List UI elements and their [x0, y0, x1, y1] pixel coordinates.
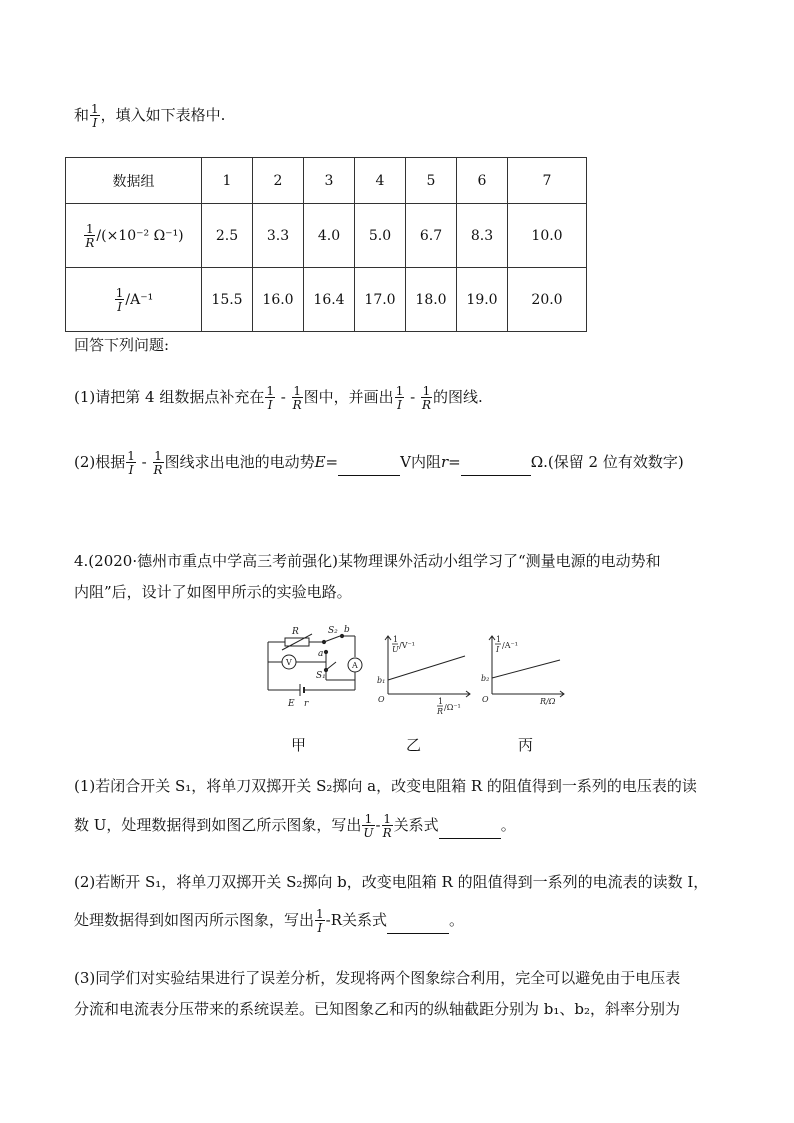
- fraction-1-over-I: $\frac{1}{I}$: [91, 102, 99, 130]
- subquestion-1-line-2: 数 U，处理数据得到如图乙所示图象，写出 $\frac{1}{U}$ - $\frac{1}{R}$ 关系式 。: [74, 812, 516, 840]
- table-col-header: 5: [406, 158, 457, 204]
- svg-text:E: E: [288, 699, 295, 709]
- table-cell: 17.0: [355, 268, 406, 332]
- table-cell: 16.4: [304, 268, 355, 332]
- data-table: [65, 157, 587, 332]
- row-header-1-over-I: $\frac{1}{I}$ /A⁻¹: [66, 268, 202, 332]
- table-cell: 15.5: [202, 268, 253, 332]
- subquestion-2-answer-blank[interactable]: [387, 917, 449, 934]
- row-header-1-over-R: $\frac{1}{R}$ /(×10⁻² Ω⁻¹): [66, 204, 202, 268]
- svg-text:O: O: [378, 695, 385, 704]
- svg-text:R: R: [292, 627, 299, 637]
- subquestion-3-line-2: 分流和电流表分压带来的系统误差。已知图象乙和丙的纵轴截距分别为 b₁、b₂，斜率分别为: [74, 1000, 681, 1018]
- table-row: [66, 268, 587, 332]
- svg-text:I: I: [496, 645, 500, 654]
- svg-text:b₁: b₁: [377, 676, 386, 685]
- svg-text:1: 1: [393, 635, 399, 644]
- table-col-header: 1: [202, 158, 253, 204]
- svg-text:R: R: [437, 707, 444, 716]
- table-cell: 10.0: [508, 204, 587, 268]
- resistance-answer-blank[interactable]: [461, 459, 531, 476]
- svg-text:O: O: [482, 695, 489, 704]
- svg-text:b: b: [344, 625, 350, 635]
- experiment-figure: [260, 622, 570, 717]
- svg-text:r: r: [304, 699, 309, 709]
- table-col-header: 7: [508, 158, 587, 204]
- emf-answer-blank[interactable]: [338, 459, 400, 476]
- question-1: (1)请把第 4 组数据点补充在 $\frac{1}{I}$ - $\frac{1}{R}$ 图中，并画出 $\frac{1}{I}$ - $\frac{1}{R}$ 的图线.: [74, 384, 483, 412]
- answer-prompt: 回答下列问题:: [74, 336, 170, 354]
- svg-text:S₂: S₂: [328, 626, 338, 636]
- table-col-header: 3: [304, 158, 355, 204]
- svg-text:R/Ω: R/Ω: [540, 697, 556, 706]
- circuit-diagram: [268, 634, 362, 696]
- table-cell: 4.0: [304, 204, 355, 268]
- subquestion-1-line-1: (1)若闭合开关 S₁，将单刀双掷开关 S₂掷向 a，改变电阻箱 R 的阻值得到一系列的电压表的读: [74, 777, 697, 795]
- table-cell: 20.0: [508, 268, 587, 332]
- table-cell: 8.3: [457, 204, 508, 268]
- subquestion-1-answer-blank[interactable]: [439, 822, 501, 839]
- figure-label-yi: 乙: [406, 736, 422, 754]
- problem-4-line-1: 4.(2020·德州市重点中学高三考前强化)某物理课外活动小组学习了“测量电源的电动势和: [74, 552, 661, 570]
- figure-label-jia: 甲: [291, 736, 307, 754]
- figure-label-bing: 丙: [518, 736, 534, 754]
- table-col-header: 6: [457, 158, 508, 204]
- table-cell: 2.5: [202, 204, 253, 268]
- table-cell: 6.7: [406, 204, 457, 268]
- graph-bing-line: [492, 660, 560, 678]
- subquestion-2-line-1: (2)若断开 S₁，将单刀双掷开关 S₂掷向 b，改变电阻箱 R 的阻值得到一系列的电流表的读数 I，: [74, 873, 709, 891]
- svg-text:1: 1: [496, 635, 502, 644]
- question-2: (2)根据 $\frac{1}{I}$ - $\frac{1}{R}$ 图线求出电池的电动势E= V内阻r= Ω.(保留 2 位有效数字): [74, 449, 684, 477]
- table-cell: 16.0: [253, 268, 304, 332]
- table-header-label: 数据组: [66, 158, 202, 204]
- svg-text:1: 1: [438, 697, 444, 706]
- table-cell: 19.0: [457, 268, 508, 332]
- graph-bing: [489, 636, 564, 697]
- table-cell: 18.0: [406, 268, 457, 332]
- subquestion-2-line-2: 处理数据得到如图丙所示图象，写出 $\frac{1}{I}$ -R关系式 。: [74, 907, 465, 935]
- svg-text:a: a: [318, 649, 324, 659]
- intro-line: 和 $\frac{1}{I}$ ，填入如下表格中.: [74, 102, 226, 130]
- problem-4-line-2: 内阻”后，设计了如图甲所示的实验电路。: [74, 583, 352, 601]
- table-row: [66, 204, 587, 268]
- table-col-header: 2: [253, 158, 304, 204]
- svg-text:U: U: [392, 645, 399, 654]
- svg-text:S₁: S₁: [316, 671, 326, 681]
- svg-text:/Ω⁻¹: /Ω⁻¹: [444, 703, 461, 712]
- svg-text:A: A: [352, 661, 358, 670]
- table-cell: 3.3: [253, 204, 304, 268]
- subquestion-3-line-1: (3)同学们对实验结果进行了误差分析，发现将两个图象综合利用，完全可以避免由于电压表: [74, 969, 681, 987]
- table-col-header: 4: [355, 158, 406, 204]
- table-cell: 5.0: [355, 204, 406, 268]
- svg-text:b₂: b₂: [481, 674, 490, 683]
- svg-text:/A⁻¹: /A⁻¹: [502, 641, 518, 650]
- svg-text:/V⁻¹: /V⁻¹: [399, 641, 415, 650]
- table-header-row: [66, 158, 587, 204]
- svg-text:V: V: [286, 658, 292, 667]
- graph-yi-line: [388, 656, 465, 680]
